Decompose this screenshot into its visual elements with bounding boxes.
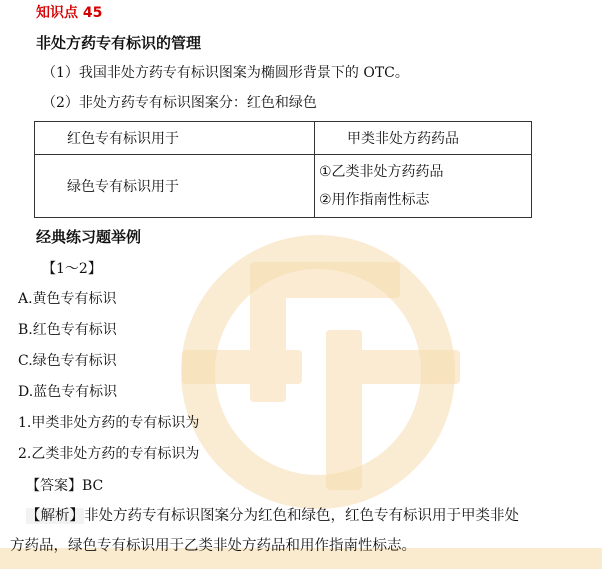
table-cell: [315, 155, 532, 218]
paragraph-1: （1）我国非处方药专有标识图案为椭圆形背景下的 OTC。: [42, 65, 409, 81]
question-range: 【1～2】: [42, 261, 102, 277]
option-a: A.黄色专有标识: [18, 291, 117, 307]
table-cell: 甲类非处方药药品: [315, 122, 532, 155]
table-cell-item: ②用作指南性标志: [319, 192, 430, 208]
answer-label: 【答案】: [26, 478, 82, 494]
table-cell: 红色专有标识用于: [35, 122, 315, 155]
option-c: C.绿色专有标识: [18, 353, 117, 369]
table-cell-item: ①乙类非处方药药品: [319, 164, 444, 180]
table-row: [35, 122, 532, 155]
answer-value: BC: [82, 478, 104, 494]
question-1: 1.甲类非处方药的专有标识为: [18, 415, 200, 431]
paragraph-2: （2）非处方药专有标识图案分：红色和绿色: [42, 95, 317, 111]
mark-usage-table: [34, 121, 532, 218]
question-2: 2.乙类非处方药的专有标识为: [18, 446, 200, 462]
answer-line: [26, 477, 103, 495]
analysis-line-2: 方药品，绿色专有标识用于乙类非处方药品和用作指南性标志。: [10, 538, 416, 554]
analysis-text-1: 非处方药专有标识图案分为红色和绿色，红色专有标识用于甲类非处: [84, 508, 519, 524]
section-title: 非处方药专有标识的管理: [36, 34, 202, 52]
option-d: D.蓝色专有标识: [18, 384, 118, 400]
table-row: [35, 155, 532, 218]
analysis-label: 【解析】: [26, 508, 84, 524]
section-heading: 知识点 45: [36, 5, 103, 21]
table-cell: 绿色专有标识用于: [35, 155, 315, 218]
option-b: B.红色专有标识: [18, 322, 117, 338]
practice-title: 经典练习题举例: [36, 228, 142, 246]
analysis-line-1: [26, 507, 519, 525]
